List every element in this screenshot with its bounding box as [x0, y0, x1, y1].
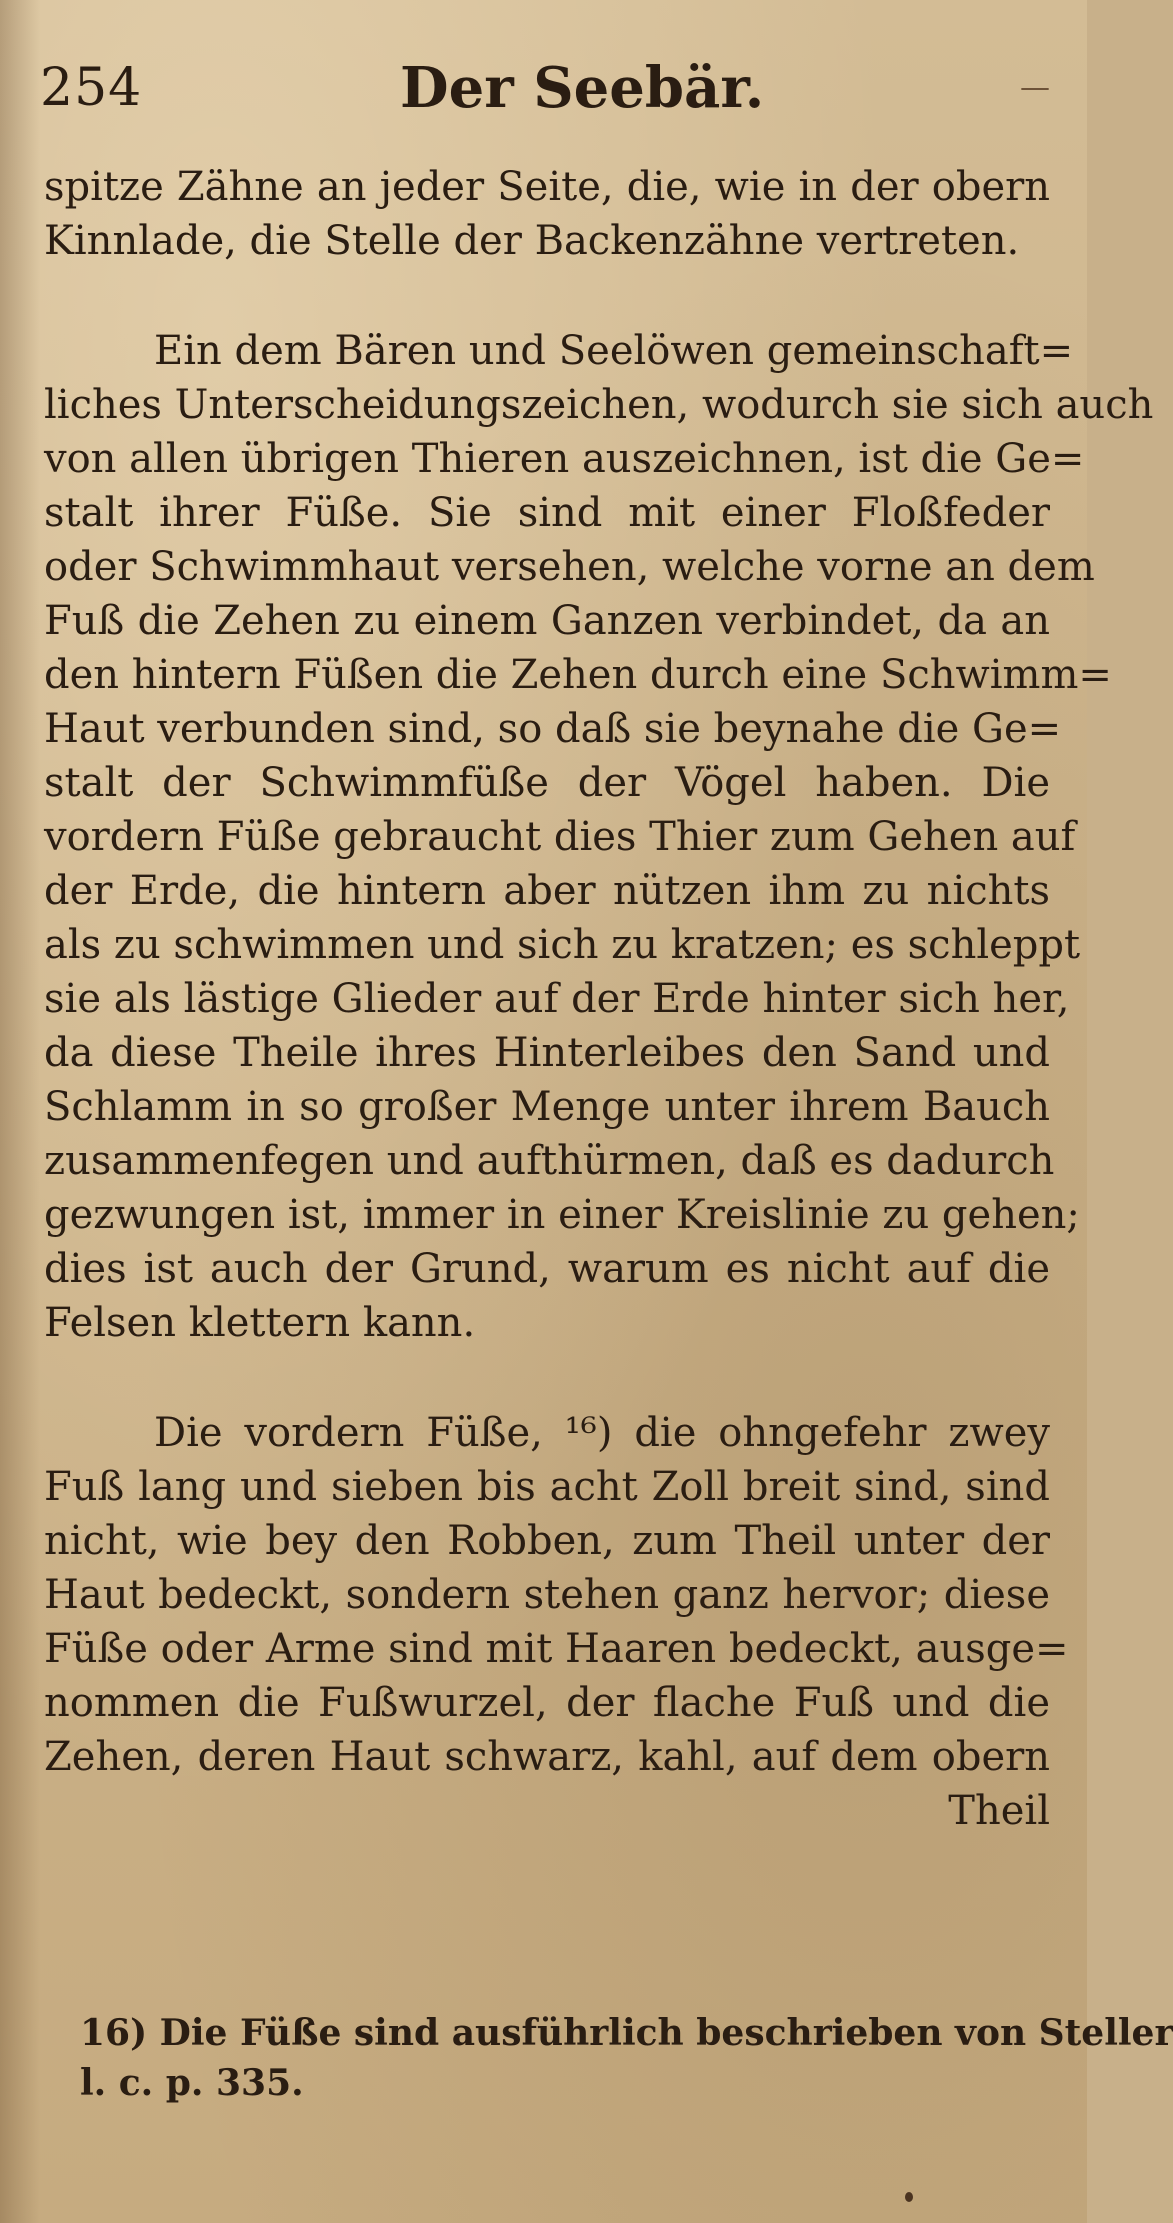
- text-line: gezwungen ist, immer in einer Kreislinie zu gehen;: [44, 1192, 1080, 1238]
- text-line: Füße oder Arme sind mit Haaren bedeckt, ausge=: [44, 1626, 1069, 1672]
- text-line: stalt der Schwimmfüße der Vögel haben. Die: [44, 760, 1050, 806]
- text-line: Haut bedeckt, sondern stehen ganz hervor; diese: [44, 1572, 1050, 1618]
- text-line: sie als lästige Glieder auf der Erde hinter sich her,: [44, 976, 1070, 1022]
- text-line: stalt ihrer Füße. Sie sind mit einer Floßfeder: [44, 490, 1050, 536]
- text-line: Felsen klettern kann.: [44, 1300, 476, 1346]
- text-line: oder Schwimmhaut versehen, welche vorne an dem: [44, 544, 1095, 590]
- text-line: da diese Theile ihres Hinterleibes den Sand und: [44, 1030, 1050, 1076]
- text-line: den hintern Füßen die Zehen durch eine Schwimm=: [44, 652, 1112, 698]
- text-line: Schlamm in so großer Menge unter ihrem Bauch: [44, 1084, 1050, 1130]
- text-line: Ein dem Bären und Seelöwen gemeinschaft=: [154, 328, 1074, 374]
- text-line: der Erde, die hintern aber nützen ihm zu nichts: [44, 868, 1050, 914]
- ink-speck: [905, 2192, 913, 2202]
- footnote: [80, 2008, 1173, 2108]
- text-line: Fuß die Zehen zu einem Ganzen verbindet, da an: [44, 598, 1050, 644]
- paragraph-2: [44, 324, 1154, 1350]
- paragraph-1: [44, 160, 1050, 268]
- footnote-line: l. c. p. 335.: [80, 2062, 304, 2104]
- paragraph-3: [44, 1406, 1069, 1838]
- body-text: [44, 160, 1154, 1838]
- catchword: Theil: [948, 1788, 1050, 1834]
- text-line: nicht, wie bey den Robben, zum Theil unter der: [44, 1518, 1050, 1564]
- text-line: liches Unterscheidungszeichen, wodurch sie sich auch: [44, 382, 1154, 428]
- text-line: Haut verbunden sind, so daß sie beynahe die Ge=: [44, 706, 1062, 752]
- page-number: 254: [40, 58, 143, 118]
- text-line: spitze Zähne an jeder Seite, die, wie in der obern: [44, 164, 1050, 210]
- footnote-line: 16) Die Füße sind ausführlich beschrieben von Steller: [80, 2012, 1173, 2054]
- page-header: [40, 48, 1050, 128]
- running-title: Der Seebär.: [400, 55, 765, 121]
- text-line: Die vordern Füße, ¹⁶) die ohngefehr zwey: [154, 1410, 1050, 1456]
- text-line: Kinnlade, die Stelle der Backenzähne vertreten.: [44, 218, 1020, 264]
- text-line: zusammenfegen und aufthürmen, daß es dadurch: [44, 1138, 1055, 1184]
- text-line: dies ist auch der Grund, warum es nicht auf die: [44, 1246, 1050, 1292]
- text-line: von allen übrigen Thieren auszeichnen, ist die Ge=: [44, 436, 1085, 482]
- gutter-shadow: [0, 0, 40, 2223]
- corner-mark: —: [1020, 70, 1050, 105]
- text-line: als zu schwimmen und sich zu kratzen; es schleppt: [44, 922, 1081, 968]
- text-line: Zehen, deren Haut schwarz, kahl, auf dem obern: [44, 1734, 1050, 1780]
- text-line: nommen die Fußwurzel, der flache Fuß und die: [44, 1680, 1050, 1726]
- text-line: vordern Füße gebraucht dies Thier zum Gehen auf: [44, 814, 1076, 860]
- text-line: Fuß lang und sieben bis acht Zoll breit sind, sind: [44, 1464, 1050, 1510]
